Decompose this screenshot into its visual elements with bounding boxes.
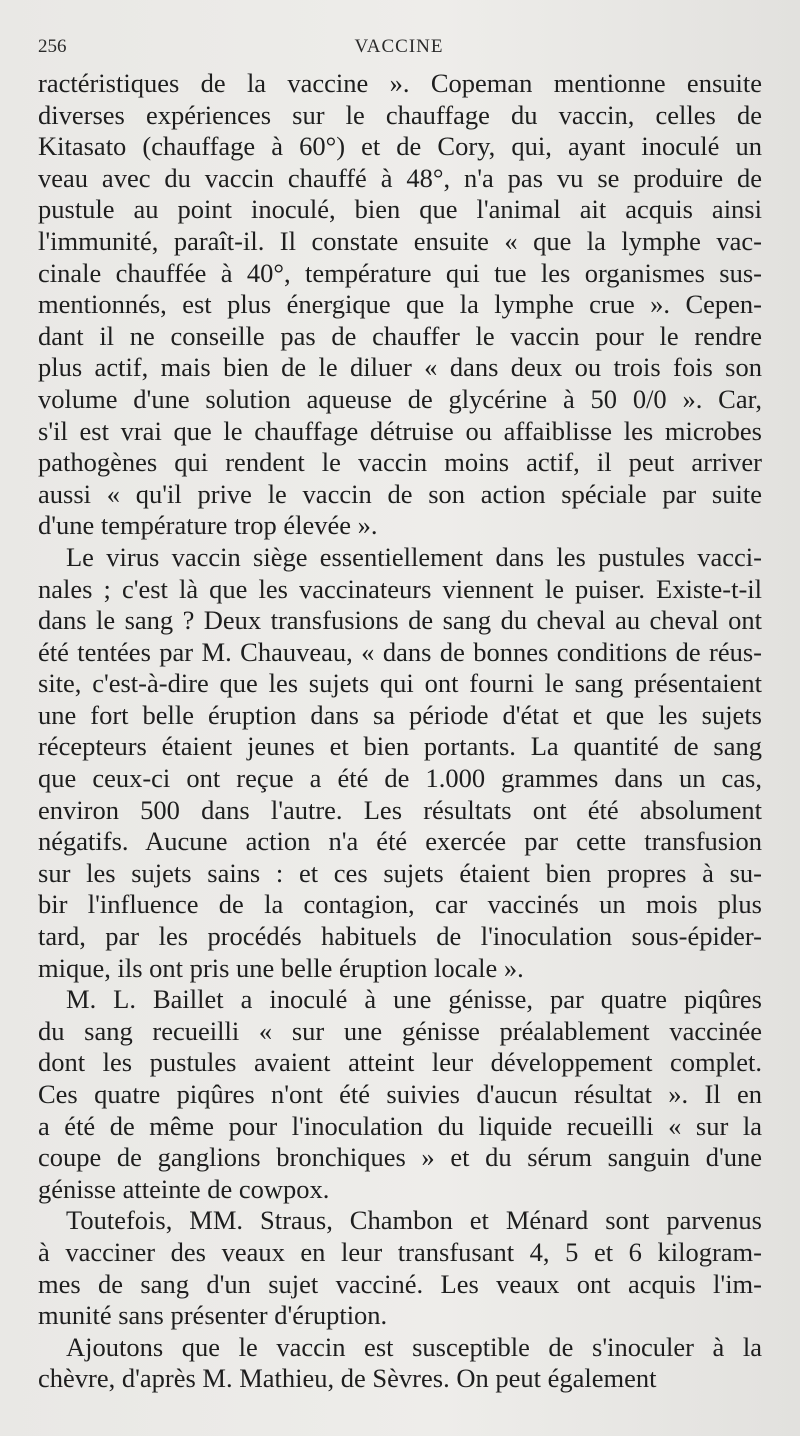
text-line: chèvre, d'après M. Mathieu, de Sèvres. On peut également (38, 1363, 657, 1394)
running-title: VACCINE (354, 36, 444, 57)
text-line: à vacciner des veaux en leur transfusant 4, 5 et 6 kilogram- (38, 1236, 762, 1267)
text-line: sur les sujets sains : et ces sujets étaient bien propres à su- (38, 857, 762, 888)
text-line: mique, ils ont pris une belle éruption locale ». (38, 952, 524, 983)
text-line: dans le sang ? Deux transfusions de sang du cheval au cheval ont (38, 605, 762, 636)
text-line: diverses expériences sur le chauffage du vaccin, celles de (38, 99, 762, 130)
text-line: nales ; c'est là que les vaccinateurs viennent le puiser. Existe-t-il (38, 573, 762, 604)
text-line: mes de sang d'un sujet vacciné. Les veaux ont acquis l'im- (38, 1268, 762, 1299)
text-line: mentionnés, est plus énergique que la lymphe crue ». Cepen- (38, 289, 762, 320)
body-text (38, 68, 762, 1395)
text-line: s'il est vrai que le chauffage détruise ou affaiblisse les microbes (38, 415, 762, 446)
text-line: tard, par les procédés habituels de l'inoculation sous-épider- (38, 921, 762, 952)
text-line: négatifs. Aucune action n'a été exercée par cette transfusion (38, 826, 762, 857)
text-line: plus actif, mais bien de le diluer « dans deux ou trois fois son (38, 352, 762, 383)
paragraph (38, 1205, 762, 1331)
text-line: aussi « qu'il prive le vaccin de son action spéciale par suite (38, 478, 762, 509)
text-line: Toutefois, MM. Straus, Chambon et Ménard sont parvenus (66, 1205, 762, 1236)
text-line: Ajoutons que le vaccin est susceptible de s'inoculer à la (66, 1331, 762, 1362)
paragraph (38, 542, 762, 984)
text-line: environ 500 dans l'autre. Les résultats ont été absolument (38, 794, 762, 825)
text-line: dant il ne conseille pas de chauffer le vaccin pour le rendre (38, 320, 762, 351)
paragraph (38, 68, 762, 542)
text-line: M. L. Baillet a inoculé à une génisse, par quatre piqûres (66, 984, 762, 1015)
text-line: une fort belle éruption dans sa période d'état et que les sujets (38, 699, 762, 730)
text-line: récepteurs étaient jeunes et bien portants. La quantité de sang (38, 731, 762, 762)
text-line: génisse atteinte de cowpox. (38, 1173, 330, 1204)
text-line: bir l'influence de la contagion, car vaccinés un mois plus (38, 889, 762, 920)
text-line: volume d'une solution aqueuse de glycérine à 50 0/0 ». Car, (38, 383, 762, 414)
text-line: Ces quatre piqûres n'ont été suivies d'aucun résultat ». Il en (38, 1079, 762, 1109)
paragraph (38, 1332, 762, 1395)
text-line: cinale chauffée à 40°, température qui tue les organismes sus- (38, 257, 762, 288)
text-line: munité sans présenter d'éruption. (38, 1300, 388, 1331)
text-line: pustule au point inoculé, bien que l'animal ait acquis ainsi (38, 194, 762, 225)
text-line: coupe de ganglions bronchiques » et du sérum sanguin d'une (38, 1142, 762, 1173)
running-head (38, 36, 760, 60)
paragraph (38, 984, 762, 1205)
text-line: a été de même pour l'inoculation du liquide recueilli « sur la (38, 1110, 762, 1141)
text-line: dont les pustules avaient atteint leur développement complet. (38, 1047, 762, 1078)
text-line: Kitasato (chauffage à 60°) et de Cory, qui, ayant inoculé un (38, 131, 762, 162)
text-line: été tentées par M. Chauveau, « dans de bonnes conditions de réus- (38, 636, 762, 667)
text-line: ractéristiques de la vaccine ». Copeman mentionne ensuite (38, 68, 762, 98)
text-line: que ceux-ci ont reçue a été de 1.000 grammes dans un cas, (38, 763, 762, 794)
text-line: d'une température trop élevée ». (38, 510, 378, 541)
text-line: veau avec du vaccin chauffé à 48°, n'a pas vu se produire de (38, 162, 762, 193)
text-line: pathogènes qui rendent le vaccin moins actif, il peut arriver (38, 447, 762, 478)
text-line: site, c'est-à-dire que les sujets qui ont fourni le sang présentaient (38, 668, 762, 699)
text-line: du sang recueilli « sur une génisse préalablement vaccinée (38, 1015, 762, 1046)
page-number: 256 (38, 36, 67, 57)
text-line: Le virus vaccin siège essentiellement dans les pustules vacci- (66, 541, 762, 572)
text-line: l'immunité, paraît-il. Il constate ensuite « que la lymphe vac- (38, 225, 762, 256)
